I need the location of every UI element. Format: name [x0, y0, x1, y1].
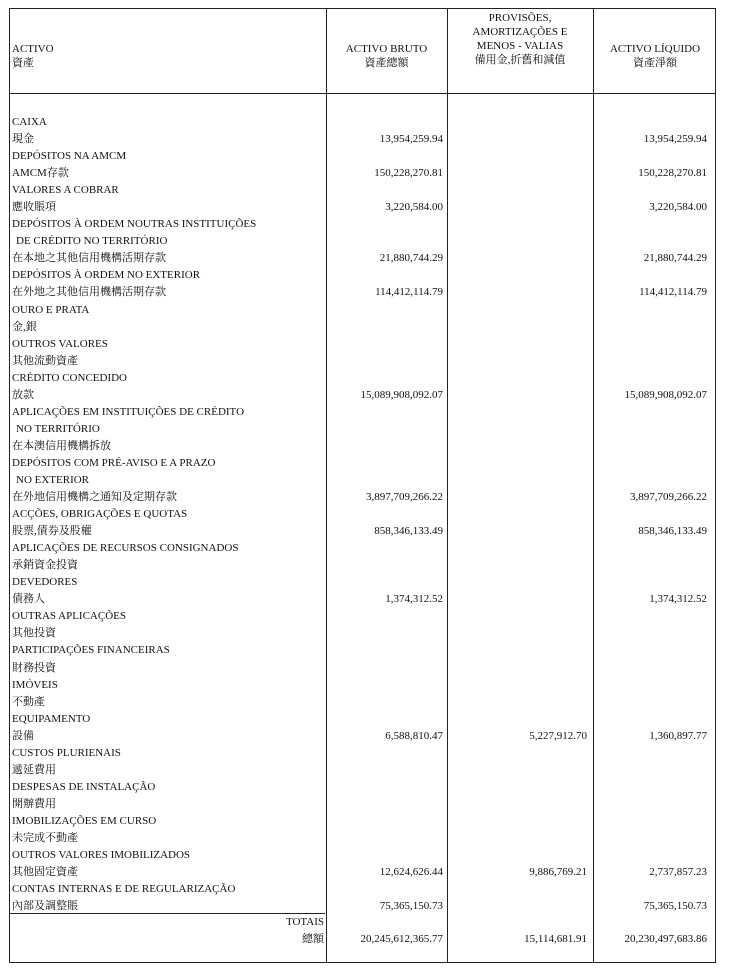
row-label: 財務投資	[12, 661, 56, 674]
table-row	[10, 898, 715, 915]
header-provisoes-line1: PROVISÕES,	[488, 12, 552, 24]
table-row	[10, 404, 715, 421]
row-activo-liquido: 13,954,259.94	[643, 133, 707, 146]
totals-provisoes: 15,114,681.91	[524, 933, 587, 945]
row-activo-bruto: 6,588,810.47	[385, 729, 443, 742]
row-label: DEPÓSITOS À ORDEM NO EXTERIOR	[12, 269, 201, 282]
row-label: 在本澳信用機構拆放	[12, 439, 111, 452]
table-row	[10, 250, 715, 267]
row-activo-bruto: 15,089,908,092.07	[360, 388, 443, 401]
row-provisoes: 9,886,769.21	[529, 866, 587, 879]
row-label: 遞延費用	[12, 763, 56, 776]
header-divider	[10, 93, 715, 94]
totals-label-pt: TOTAIS	[285, 916, 324, 928]
table-row	[10, 182, 715, 199]
table-row	[10, 864, 715, 881]
row-label: NO EXTERIOR	[16, 473, 90, 486]
row-label: EQUIPAMENTO	[12, 712, 91, 725]
table-row	[10, 847, 715, 864]
table-row	[10, 267, 715, 284]
header-provisoes-line3: MENOS - VALIAS	[476, 40, 564, 52]
row-label: APLICAÇÕES EM INSTITUIÇÕES DE CRÉDITO	[12, 405, 245, 418]
row-label: 債務人	[12, 593, 45, 606]
row-activo-bruto: 75,365,150.73	[379, 900, 443, 913]
header-bruto-pt: ACTIVO BRUTO	[345, 43, 428, 55]
row-label: DEPÓSITOS À ORDEM NOUTRAS INSTITUIÇÕES	[12, 218, 257, 231]
header-activo-liquido	[593, 42, 717, 70]
table-row	[10, 881, 715, 898]
row-label: 開辦費用	[12, 797, 56, 810]
totals-row	[10, 931, 715, 948]
row-label: 設備	[12, 729, 34, 742]
table-row	[10, 711, 715, 728]
header-provisoes-line2: AMORTIZAÇÕES E	[472, 26, 568, 38]
table-row	[10, 319, 715, 336]
row-label: OUTROS VALORES	[12, 337, 108, 350]
row-label: 不動產	[12, 695, 45, 708]
row-activo-liquido: 858,346,133.49	[638, 525, 707, 538]
table-row	[10, 762, 715, 779]
row-label: VALORES A COBRAR	[12, 184, 119, 197]
row-activo-liquido: 114,412,114.79	[639, 286, 707, 299]
table-row	[10, 148, 715, 165]
row-activo-liquido: 3,220,584.00	[649, 201, 707, 214]
row-activo-bruto: 3,220,584.00	[385, 201, 443, 214]
row-label: 承銷資金投資	[12, 559, 78, 572]
row-activo-bruto: 1,374,312.52	[385, 593, 443, 606]
totals-liquido: 20,230,497,683.86	[624, 933, 707, 945]
row-label: OUTRAS APLICAÇÕES	[12, 610, 126, 623]
row-activo-bruto: 12,624,626.44	[379, 866, 443, 879]
row-activo-liquido: 21,880,744.29	[643, 252, 707, 265]
header-activo-zh: 資產	[12, 57, 34, 69]
header-activo-bruto	[326, 42, 447, 70]
row-label: DEPÓSITOS COM PRÉ-AVISO E A PRAZO	[12, 456, 216, 469]
table-row	[10, 353, 715, 370]
row-activo-bruto: 21,880,744.29	[379, 252, 443, 265]
row-activo-liquido: 1,374,312.52	[649, 593, 707, 606]
table-row	[10, 728, 715, 745]
table-row	[10, 216, 715, 233]
row-label: CRÉDITO CONCEDIDO	[12, 371, 127, 384]
row-activo-liquido: 15,089,908,092.07	[624, 388, 707, 401]
row-activo-bruto: 114,412,114.79	[375, 286, 443, 299]
balance-sheet-table	[9, 8, 716, 963]
table-row	[10, 233, 715, 250]
row-label: 其他流動資產	[12, 354, 78, 367]
table-row	[10, 694, 715, 711]
table-row	[10, 131, 715, 148]
row-label: DEPÓSITOS NA AMCM	[12, 150, 127, 163]
header-activo-pt: ACTIVO	[12, 43, 54, 55]
row-activo-liquido: 3,897,709,266.22	[630, 491, 707, 504]
row-label: NO TERRITÓRIO	[16, 422, 100, 435]
header-liquido-zh: 資產淨額	[633, 57, 677, 69]
table-row	[10, 506, 715, 523]
row-activo-bruto: 150,228,270.81	[374, 167, 443, 180]
table-row	[10, 284, 715, 301]
header-provisoes	[447, 11, 593, 67]
row-label: AMCM存款	[12, 167, 69, 180]
table-row	[10, 813, 715, 830]
row-label: 在外地之其他信用機構活期存款	[12, 286, 166, 299]
table-row	[10, 438, 715, 455]
row-activo-liquido: 75,365,150.73	[643, 900, 707, 913]
table-row	[10, 336, 715, 353]
row-label: 現金	[12, 133, 34, 146]
row-label: 金,銀	[12, 320, 37, 333]
table-row	[10, 625, 715, 642]
row-activo-bruto: 858,346,133.49	[374, 525, 443, 538]
table-row	[10, 472, 715, 489]
table-row	[10, 540, 715, 557]
row-label: 放款	[12, 388, 34, 401]
row-activo-bruto: 3,897,709,266.22	[366, 491, 443, 504]
row-label: DEVEDORES	[12, 576, 78, 589]
row-activo-liquido: 2,737,857.23	[649, 866, 707, 879]
table-row	[10, 660, 715, 677]
row-label: 其他投資	[12, 627, 56, 640]
table-row	[10, 745, 715, 762]
header-bruto-zh: 資產總額	[364, 57, 409, 69]
totals-bruto: 20,245,612,365.77	[360, 933, 443, 945]
table-row	[10, 421, 715, 438]
row-activo-liquido: 150,228,270.81	[638, 167, 707, 180]
table-row	[10, 165, 715, 182]
header-liquido-pt: ACTIVO LÍQUIDO	[609, 43, 701, 55]
table-row	[10, 387, 715, 404]
row-label: 其他固定資產	[12, 866, 78, 879]
table-row	[10, 591, 715, 608]
table-row	[10, 642, 715, 659]
row-label: IMÓVEIS	[12, 678, 58, 691]
row-label: 應收賬項	[12, 201, 56, 214]
table-row	[10, 779, 715, 796]
table-row	[10, 574, 715, 591]
row-label: 在外地信用機構之通知及定期存款	[12, 491, 177, 504]
totals-row-pt	[10, 914, 715, 931]
row-label: APLICAÇÕES DE RECURSOS CONSIGNADOS	[12, 542, 239, 555]
totals-label-zh: 總額	[302, 933, 324, 945]
row-activo-bruto: 13,954,259.94	[379, 133, 443, 146]
row-label: 未完成不動產	[12, 831, 78, 844]
table-body	[10, 114, 715, 915]
table-row	[10, 677, 715, 694]
row-activo-liquido: 1,360,897.77	[649, 729, 707, 742]
row-label: CAIXA	[12, 116, 47, 128]
row-label: 股票,債券及股權	[12, 525, 92, 538]
header-provisoes-zh: 備用金,折舊和減值	[474, 54, 566, 66]
row-label: 在本地之其他信用機構活期存款	[12, 252, 166, 265]
table-row	[10, 114, 715, 131]
row-label: DESPESAS DE INSTALAÇÃO	[12, 780, 156, 793]
table-row	[10, 370, 715, 387]
row-provisoes: 5,227,912.70	[529, 729, 587, 742]
table-row	[10, 455, 715, 472]
table-row	[10, 557, 715, 574]
row-label: 內部及調整賬	[12, 900, 78, 913]
table-row	[10, 489, 715, 506]
table-row	[10, 523, 715, 540]
table-row	[10, 796, 715, 813]
row-label: CONTAS INTERNAS E DE REGULARIZAÇÃO	[12, 883, 236, 896]
table-row	[10, 302, 715, 319]
table-row	[10, 608, 715, 625]
row-label: OUTROS VALORES IMOBILIZADOS	[12, 849, 191, 862]
table-row	[10, 830, 715, 847]
row-label: PARTICIPAÇÕES FINANCEIRAS	[12, 644, 170, 657]
row-label: OURO E PRATA	[12, 303, 90, 316]
row-label: DE CRÉDITO NO TERRITÓRIO	[16, 235, 168, 248]
row-label: ACÇÕES, OBRIGAÇÕES E QUOTAS	[12, 508, 188, 521]
table-row	[10, 199, 715, 216]
row-label: IMOBILIZAÇÕES EM CURSO	[12, 814, 157, 827]
header-activo	[12, 42, 54, 70]
row-label: CUSTOS PLURIENAIS	[12, 746, 121, 759]
